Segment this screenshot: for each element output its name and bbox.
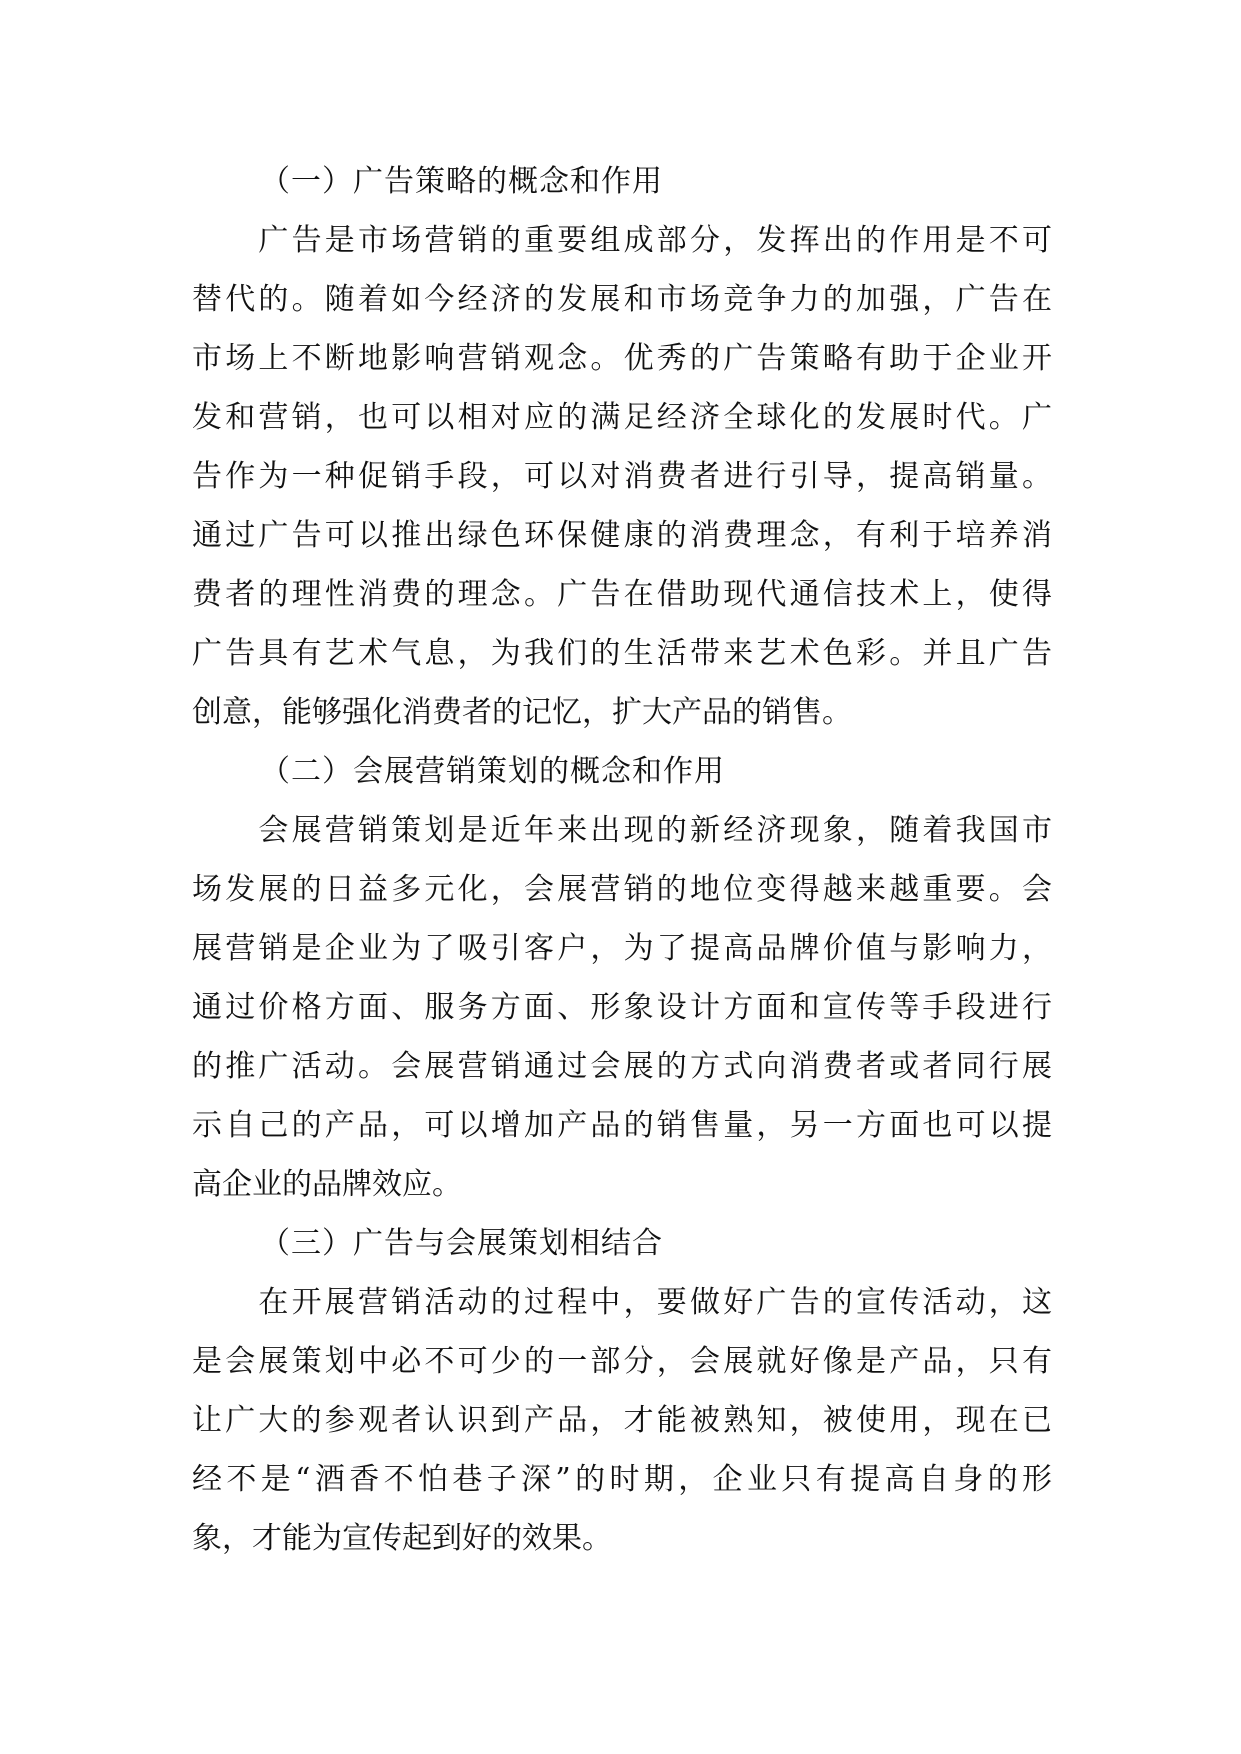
section-paragraph-2	[192, 801, 1052, 1214]
paragraph-line: 展营销是企业为了吸引客户，为了提高品牌价值与影响力，	[192, 931, 1052, 966]
paragraph-line: 示自己的产品，可以增加产品的销售量，另一方面也可以提	[192, 1108, 1052, 1143]
paragraph-line: 创意，能够强化消费者的记忆，扩大产品的销售。	[192, 695, 852, 730]
paragraph-line: 费者的理性消费的理念。广告在借助现代通信技术上，使得	[192, 577, 1052, 612]
paragraph-line: 市场上不断地影响营销观念。优秀的广告策略有助于企业开	[192, 341, 1052, 376]
paragraph-line: 替代的。随着如今经济的发展和市场竞争力的加强，广告在	[192, 282, 1052, 317]
section-heading-3: （三）广告与会展策划相结合	[260, 1226, 663, 1261]
paragraph-line: 通过广告可以推出绿色环保健康的消费理念，有利于培养消	[192, 518, 1052, 553]
paragraph-line: 通过价格方面、服务方面、形象设计方面和宣传等手段进行	[192, 990, 1052, 1025]
paragraph-line: 让广大的参观者认识到产品，才能被熟知，被使用，现在已	[192, 1403, 1052, 1438]
paragraph-line: 是会展策划中必不可少的一部分，会展就好像是产品，只有	[192, 1344, 1052, 1379]
paragraph-line: 的推广活动。会展营销通过会展的方式向消费者或者同行展	[192, 1049, 1052, 1084]
section-heading-1: （一）广告策略的概念和作用	[260, 164, 663, 199]
section-paragraph-1	[192, 211, 1052, 742]
paragraph-line: 告作为一种促销手段，可以对消费者进行引导，提高销量。	[192, 459, 1052, 494]
paragraph-line: 发和营销，也可以相对应的满足经济全球化的发展时代。广	[192, 400, 1052, 435]
paragraph-line: 在开展营销活动的过程中，要做好广告的宣传活动，这	[192, 1285, 1052, 1320]
paragraph-line: 经不是“酒香不怕巷子深”的时期，企业只有提高自身的形	[192, 1462, 1052, 1497]
paragraph-line: 广告具有艺术气息，为我们的生活带来艺术色彩。并且广告	[192, 636, 1052, 671]
paragraph-line: 象，才能为宣传起到好的效果。	[192, 1521, 612, 1556]
paragraph-line: 场发展的日益多元化，会展营销的地位变得越来越重要。会	[192, 872, 1052, 907]
section-paragraph-3	[192, 1273, 1052, 1568]
paragraph-line: 广告是市场营销的重要组成部分，发挥出的作用是不可	[192, 223, 1052, 258]
paragraph-line: 会展营销策划是近年来出现的新经济现象，随着我国市	[192, 813, 1052, 848]
section-heading-2: （二）会展营销策划的概念和作用	[260, 754, 725, 789]
document-body	[192, 152, 1052, 1568]
paragraph-line: 高企业的品牌效应。	[192, 1167, 462, 1202]
